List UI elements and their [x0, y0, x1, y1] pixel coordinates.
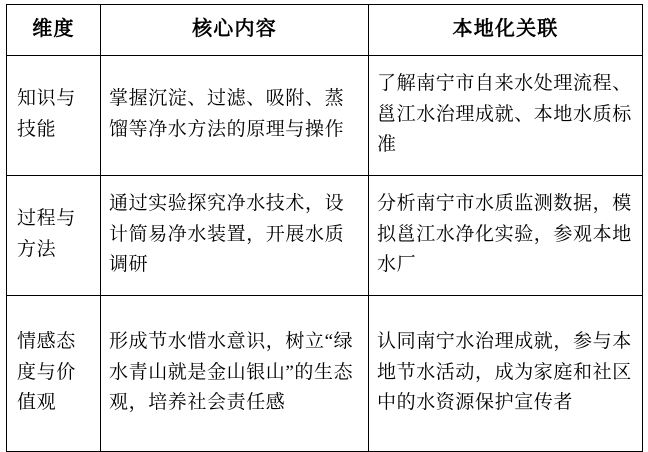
cell-dimension-attitude-values: 情感态度与价值观 — [7, 296, 101, 452]
table-row — [7, 296, 643, 452]
column-header-local-connection: 本地化关联 — [369, 5, 643, 56]
cell-local-attitude-values: 认同南宁水治理成就，参与本地节水活动，成为家庭和社区中的水资源保护宣传者 — [369, 296, 643, 452]
table-header-row — [7, 5, 643, 56]
cell-local-process-method: 分析南宁市水质监测数据，模拟邕江水净化实验，参观本地水厂 — [369, 176, 643, 296]
table-body — [7, 56, 643, 452]
table-header — [7, 5, 643, 56]
cell-core-attitude-values: 形成节水惜水意识，树立“绿水青山就是金山银山”的生态观，培养社会责任感 — [101, 296, 369, 452]
cell-dimension-knowledge-skills: 知识与技能 — [7, 56, 101, 176]
column-header-core-content: 核心内容 — [101, 5, 369, 56]
cell-local-knowledge-skills: 了解南宁市自来水处理流程、邕江水治理成就、本地水质标准 — [369, 56, 643, 176]
table-row — [7, 56, 643, 176]
cell-core-knowledge-skills: 掌握沉淀、过滤、吸附、蒸馏等净水方法的原理与操作 — [101, 56, 369, 176]
table-row — [7, 176, 643, 296]
column-header-dimension: 维度 — [7, 5, 101, 56]
curriculum-matrix-table — [6, 4, 643, 452]
cell-core-process-method: 通过实验探究净水技术，设计简易净水装置，开展水质调研 — [101, 176, 369, 296]
cell-dimension-process-method: 过程与方法 — [7, 176, 101, 296]
